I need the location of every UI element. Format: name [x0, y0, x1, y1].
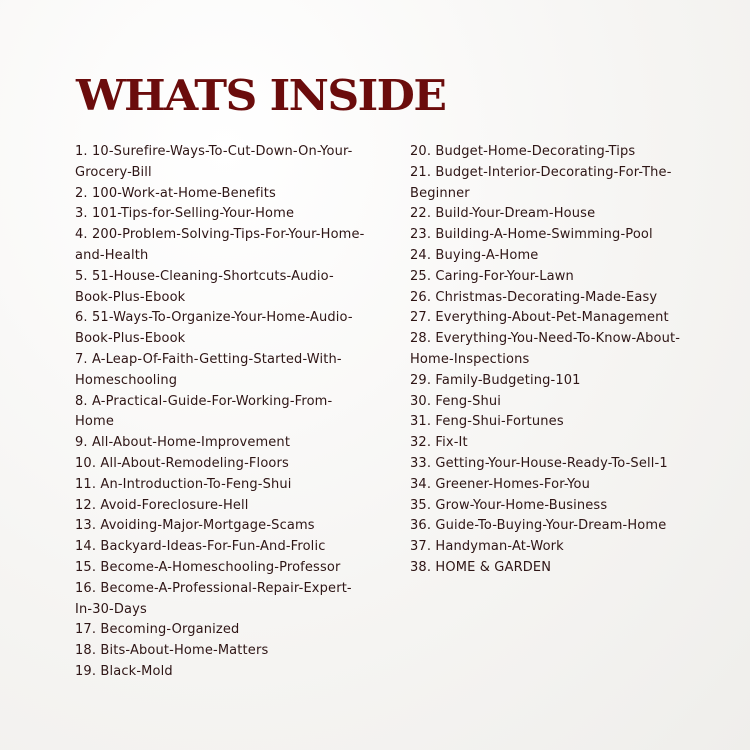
list-item: 9. All-About-Home-Improvement	[75, 435, 291, 451]
list-item: 15. Become-A-Homeschooling-Professor	[75, 559, 341, 575]
list-item: 24. Buying-A-Home	[410, 247, 539, 263]
list-item: 30. Feng-Shui	[410, 393, 502, 409]
list-item: 32. Fix-It	[410, 435, 468, 451]
list-item: 25. Caring-For-Your-Lawn	[410, 268, 574, 284]
list-item: 13. Avoiding-Major-Mortgage-Scams	[75, 518, 315, 534]
list-item: 27. Everything-About-Pet-Management	[410, 310, 669, 326]
list-item: 35. Grow-Your-Home-Business	[410, 497, 608, 513]
list-item: 10. All-About-Remodeling-Floors	[75, 455, 289, 471]
list-item: 12. Avoid-Foreclosure-Hell	[75, 497, 249, 513]
list-item: 22. Build-Your-Dream-House	[410, 206, 596, 222]
list-item: 29. Family-Budgeting-101	[410, 372, 581, 388]
list-item: 7. A-Leap-Of-Faith-Getting-Started-With-Homeschooling	[75, 351, 342, 388]
list-item: 26. Christmas-Decorating-Made-Easy	[410, 289, 658, 305]
list-item: 16. Become-A-Professional-Repair-Expert-In-30-Days	[75, 580, 352, 617]
list-item: 20. Budget-Home-Decorating-Tips	[410, 144, 636, 159]
list-item: 36. Guide-To-Buying-Your-Dream-Home	[410, 518, 667, 534]
list-item: 8. A-Practical-Guide-For-Working-From-Home	[75, 393, 333, 430]
list-item: 28. Everything-You-Need-To-Know-About-Home-Inspections	[410, 331, 681, 367]
list-item: 6. 51-Ways-To-Organize-Your-Home-Audio-Book-Plus-Ebook	[75, 310, 353, 347]
list-item: 21. Budget-Interior-Decorating-For-The-Beginner	[410, 164, 672, 201]
list-item: 23. Building-A-Home-Swimming-Pool	[410, 227, 653, 243]
list-item: 34. Greener-Homes-For-You	[410, 476, 591, 492]
list-item: 11. An-Introduction-To-Feng-Shui	[75, 476, 292, 492]
list-item: 2. 100-Work-at-Home-Benefits	[75, 185, 276, 201]
list-item: 4. 200-Problem-Solving-Tips-For-Your-Home-and-Health	[75, 227, 365, 263]
page-title: WHATS INSIDE	[76, 71, 446, 120]
list-item: 17. Becoming-Organized	[75, 622, 240, 638]
list-item: 37. Handyman-At-Work	[410, 539, 564, 555]
list-item: 5. 51-House-Cleaning-Shortcuts-Audio-Book-Plus-Ebook	[75, 268, 334, 305]
list-item: 38. HOME & GARDEN	[410, 559, 552, 575]
list-item: 3. 101-Tips-for-Selling-Your-Home	[75, 206, 295, 222]
list-item: 14. Backyard-Ideas-For-Fun-And-Frolic	[75, 539, 326, 555]
contents-list-left	[75, 142, 365, 683]
list-item: 1. 10-Surefire-Ways-To-Cut-Down-On-Your-Grocery-Bill	[75, 144, 353, 180]
list-item: 18. Bits-About-Home-Matters	[75, 643, 269, 659]
list-item: 33. Getting-Your-House-Ready-To-Sell-1	[410, 455, 668, 471]
list-item: 19. Black-Mold	[75, 663, 173, 679]
list-item: 31. Feng-Shui-Fortunes	[410, 414, 564, 430]
contents-list-right	[410, 142, 700, 579]
